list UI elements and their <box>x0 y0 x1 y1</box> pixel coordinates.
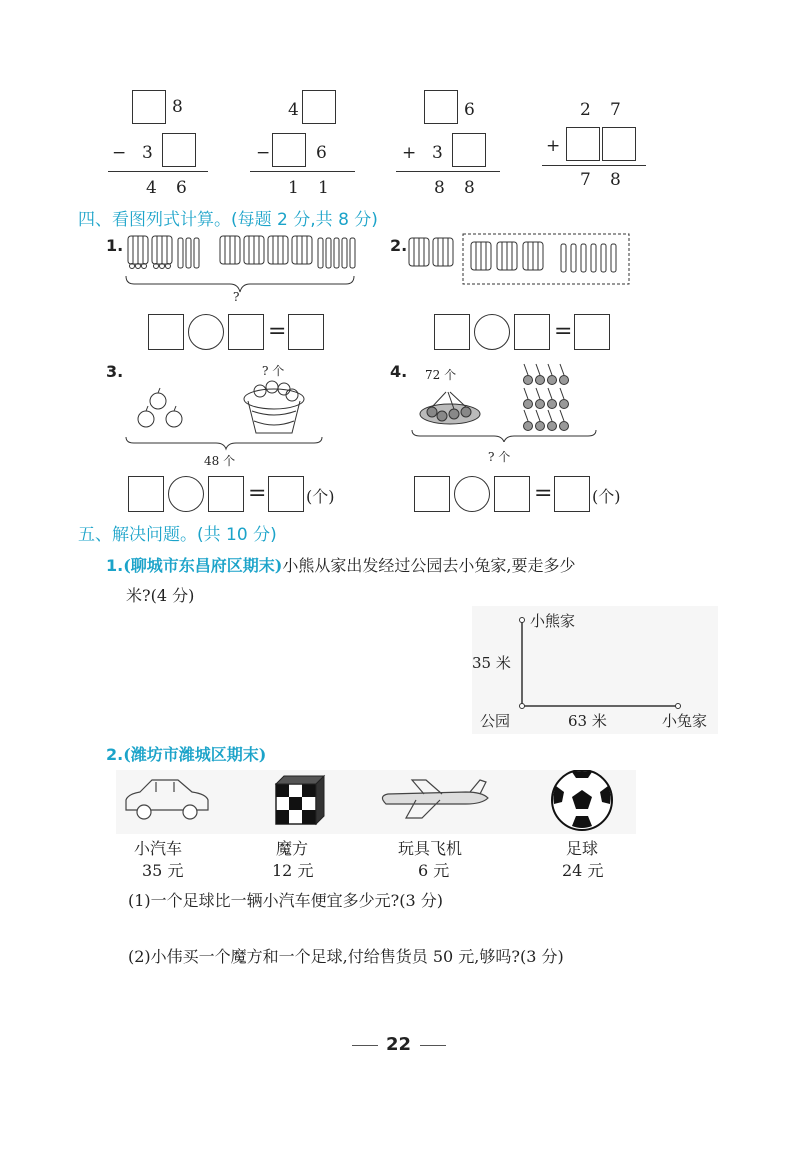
bear-home-label: 小熊家 <box>530 612 576 630</box>
item-price: 6 元 <box>418 861 450 880</box>
answer-box[interactable] <box>302 90 336 124</box>
digit: 8 <box>464 178 475 198</box>
answer-box[interactable] <box>602 127 636 161</box>
item-name: 小汽车 <box>134 839 183 858</box>
digit: 3 <box>142 143 153 163</box>
total-count-label: 48 个 <box>204 454 236 468</box>
answer-box[interactable] <box>424 90 458 124</box>
toy-car-icon <box>126 780 208 819</box>
digit: 4 <box>146 178 157 198</box>
digit: 1 <box>318 178 329 198</box>
source-tag: (潍坊市潍城区期末) <box>123 745 267 764</box>
operator-circle[interactable] <box>454 476 490 512</box>
answer-box[interactable] <box>566 127 600 161</box>
answer-box[interactable] <box>132 90 166 124</box>
answer-box[interactable] <box>288 314 324 350</box>
equals-sign: = <box>554 319 573 344</box>
operator: − <box>256 143 271 163</box>
rubiks-cube-icon <box>276 776 324 824</box>
question-mark-label: ? <box>233 290 240 304</box>
digit: 6 <box>464 100 475 120</box>
apples-basket-image <box>124 375 330 451</box>
page-number: 22 <box>386 1034 412 1055</box>
operator: + <box>546 136 561 156</box>
answer-box[interactable] <box>228 314 264 350</box>
equals-sign: = <box>534 481 553 506</box>
item-price: 12 元 <box>272 861 314 880</box>
question-number: 4. <box>390 362 408 381</box>
question-text: 小熊从家出发经过公园去小兔家,要走多少 <box>282 556 576 575</box>
page-number-dash-right <box>420 1045 446 1046</box>
digit: 8 <box>610 170 621 190</box>
answer-box[interactable] <box>554 476 590 512</box>
answer-box[interactable] <box>494 476 530 512</box>
operator: − <box>112 143 127 163</box>
answer-box[interactable] <box>148 314 184 350</box>
digit: 6 <box>176 178 187 198</box>
operator-circle[interactable] <box>188 314 224 350</box>
park-label: 公园 <box>480 712 511 730</box>
item-name: 魔方 <box>276 839 309 858</box>
operator-circle[interactable] <box>474 314 510 350</box>
item-name: 玩具飞机 <box>398 839 463 858</box>
equals-sign: = <box>248 481 267 506</box>
section-5-title: 五、解决问题。(共 10 分) <box>78 525 277 545</box>
horizontal-distance-label: 63 米 <box>568 712 607 730</box>
question-number: 3. <box>106 362 124 381</box>
sub-question-2: (2)小伟买一个魔方和一个足球,付给售货员 50 元,够吗?(3 分) <box>128 947 564 966</box>
answer-box[interactable] <box>414 476 450 512</box>
question-number: 1. <box>106 236 124 255</box>
digit: 8 <box>434 178 445 198</box>
answer-box[interactable] <box>272 133 306 167</box>
sub-question-1: (1)一个足球比一辆小汽车便宜多少元?(3 分) <box>128 891 443 910</box>
rabbit-home-label: 小兔家 <box>662 712 708 730</box>
cluster-count-label: 72 个 <box>425 368 457 382</box>
operator-circle[interactable] <box>168 476 204 512</box>
answer-box[interactable] <box>128 476 164 512</box>
answer-box[interactable] <box>268 476 304 512</box>
answer-box[interactable] <box>162 133 196 167</box>
digit: 3 <box>432 143 443 163</box>
question-text-continued: 米?(4 分) <box>126 586 195 605</box>
digit: 7 <box>580 170 591 190</box>
sticks-bundles-image <box>405 230 633 288</box>
answer-box[interactable] <box>514 314 550 350</box>
vertical-distance-label: 35 米 <box>472 654 511 672</box>
total-count-label: ? 个 <box>488 450 511 464</box>
digit: 7 <box>610 100 621 120</box>
operator: + <box>402 143 417 163</box>
question-number: 2. <box>390 236 408 255</box>
divider-line <box>542 165 646 166</box>
item-price: 24 元 <box>562 861 604 880</box>
divider-line <box>108 171 208 172</box>
divider-line <box>396 171 500 172</box>
soccer-ball-icon <box>552 770 612 830</box>
digit: 6 <box>316 143 327 163</box>
unit-label: (个) <box>592 487 621 506</box>
answer-box[interactable] <box>574 314 610 350</box>
digit: 2 <box>580 100 591 120</box>
item-price: 35 元 <box>142 861 184 880</box>
source-tag: (聊城市东昌府区期末) <box>123 556 283 575</box>
answer-box[interactable] <box>208 476 244 512</box>
question-2 <box>106 742 266 765</box>
item-name: 足球 <box>566 839 599 858</box>
question-1 <box>106 553 575 576</box>
section-4-title: 四、看图列式计算。(每题 2 分,共 8 分) <box>78 210 378 230</box>
question-number: 1. <box>106 556 124 575</box>
question-number: 2. <box>106 745 124 764</box>
divider-line <box>250 171 355 172</box>
digit: 1 <box>288 178 299 198</box>
route-map <box>472 606 718 734</box>
unit-label: (个) <box>306 487 335 506</box>
digit: 8 <box>172 97 183 117</box>
sticks-bundles-image <box>124 232 356 304</box>
answer-box[interactable] <box>434 314 470 350</box>
cherries-image <box>410 360 600 442</box>
equals-sign: = <box>268 319 287 344</box>
toy-illustrations <box>116 770 636 834</box>
toy-pictures <box>116 770 636 834</box>
page-number-dash-left <box>352 1045 378 1046</box>
answer-box[interactable] <box>452 133 486 167</box>
digit: 4 <box>288 100 299 120</box>
basket-count-label: ? 个 <box>262 364 285 378</box>
toy-airplane-icon <box>382 780 488 818</box>
